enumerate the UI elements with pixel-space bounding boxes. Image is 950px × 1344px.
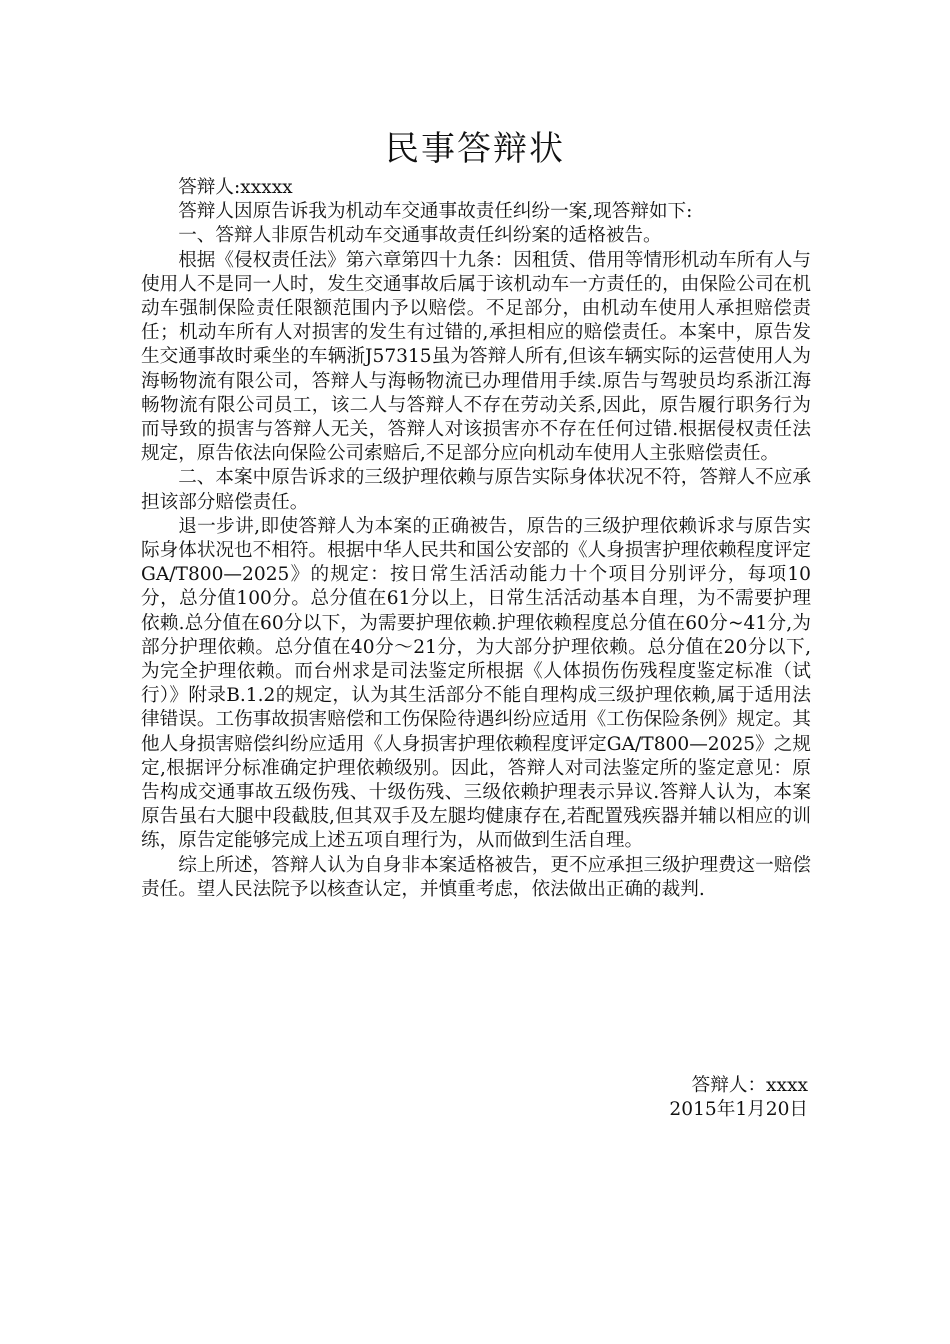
document-title: 民事答辩状 — [385, 129, 565, 169]
section-two-heading: 二、本案中原告诉求的三级护理依赖与原告实际身体状况不符，答辩人不应承担该部分赔偿责任。 — [141, 467, 811, 513]
intro-paragraph: 答辩人因原告诉我为机动车交通事故责任纠纷一案,现答辩如下: — [178, 201, 693, 223]
conclusion-paragraph: 综上所述，答辩人认为自身非本案适格被告，更不应承担三级护理费这一赔偿责任。望人民法院予以核查认定，并慎重考虑，依法做出正确的裁判. — [141, 854, 811, 900]
signature-date: 2015年1月20日 — [669, 1099, 808, 1121]
signature-name: 答辩人：xxxx — [691, 1075, 808, 1096]
respondent-line: 答辩人:xxxxx — [178, 177, 293, 198]
section-one-paragraph: 根据《侵权责任法》第六章第四十九条：因租赁、借用等情形机动车所有人与使用人不是同一人时，发生交通事故后属于该机动车一方责任的，由保险公司在机动车强制保险责任限额范围内予以赔偿。不足部分，由机动车使用人承担赔偿责任；机动车所有人对损害的发生有过错的,承担相应的赔偿责任。本案中，原告发生交通事故时乘坐的车辆浙J57315虽为答辩人所有,但该车辆实际的运营使用人为海畅物流有限公司，答辩人与海畅物流已办理借用手续.原告与驾驶员均系浙江海畅物流有限公司员工，该二人与答辩人不存在劳动关系,因此，原告履行职务行为而导致的损害与答辩人无关，答辩人对该损害亦不存在任何过错.根据侵权责任法规定，原告依法向保险公司索赔后,不足部分应向机动车使用人主张赔偿责任。 — [141, 249, 811, 465]
section-one-heading: 一、答辩人非原告机动车交通事故责任纠纷案的适格被告。 — [178, 225, 662, 247]
document-body — [141, 176, 811, 902]
section-two-paragraph: 退一步讲,即使答辩人为本案的正确被告，原告的三级护理依赖诉求与原告实际身体状况也不相符。根据中华人民共和国公安部的《人身损害护理依赖程度评定GA/T800—2025》的规定：按日常生活活动能力十个项目分别评分，每项10分，总分值100分。总分值在61分以上，日常生活活动基本自理，为不需要护理依赖.总分值在60分以下，为需要护理依赖.护理依赖程度总分值在60分~41分,为部分护理依赖。总分值在40分～21分，为大部分护理依赖。总分值在20分以下,为完全护理依赖。而台州求是司法鉴定所根据《人体损伤伤残程度鉴定标准（试行）》附录B.1.2的规定，认为其生活部分不能自理构成三级护理依赖,属于适用法律错误。工伤事故损害赔偿和工伤保险待遇纠纷应适用《工伤保险条例》规定。其他人身损害赔偿纠纷应适用《人身损害护理依赖程度评定GA/T800—2025》之规定,根据评分标准确定护理依赖级别。因此，答辩人对司法鉴定所的鉴定意见：原告构成交通事故五级伤残、十级伤残、三级依赖护理表示异议.答辩人认为，本案原告虽右大腿中段截肢,但其双手及左腿均健康存在,若配置残疾器并辅以相应的训练，原告定能够完成上述五项自理行为，从而做到生活自理。 — [141, 515, 811, 852]
signature-block — [448, 1074, 808, 1122]
